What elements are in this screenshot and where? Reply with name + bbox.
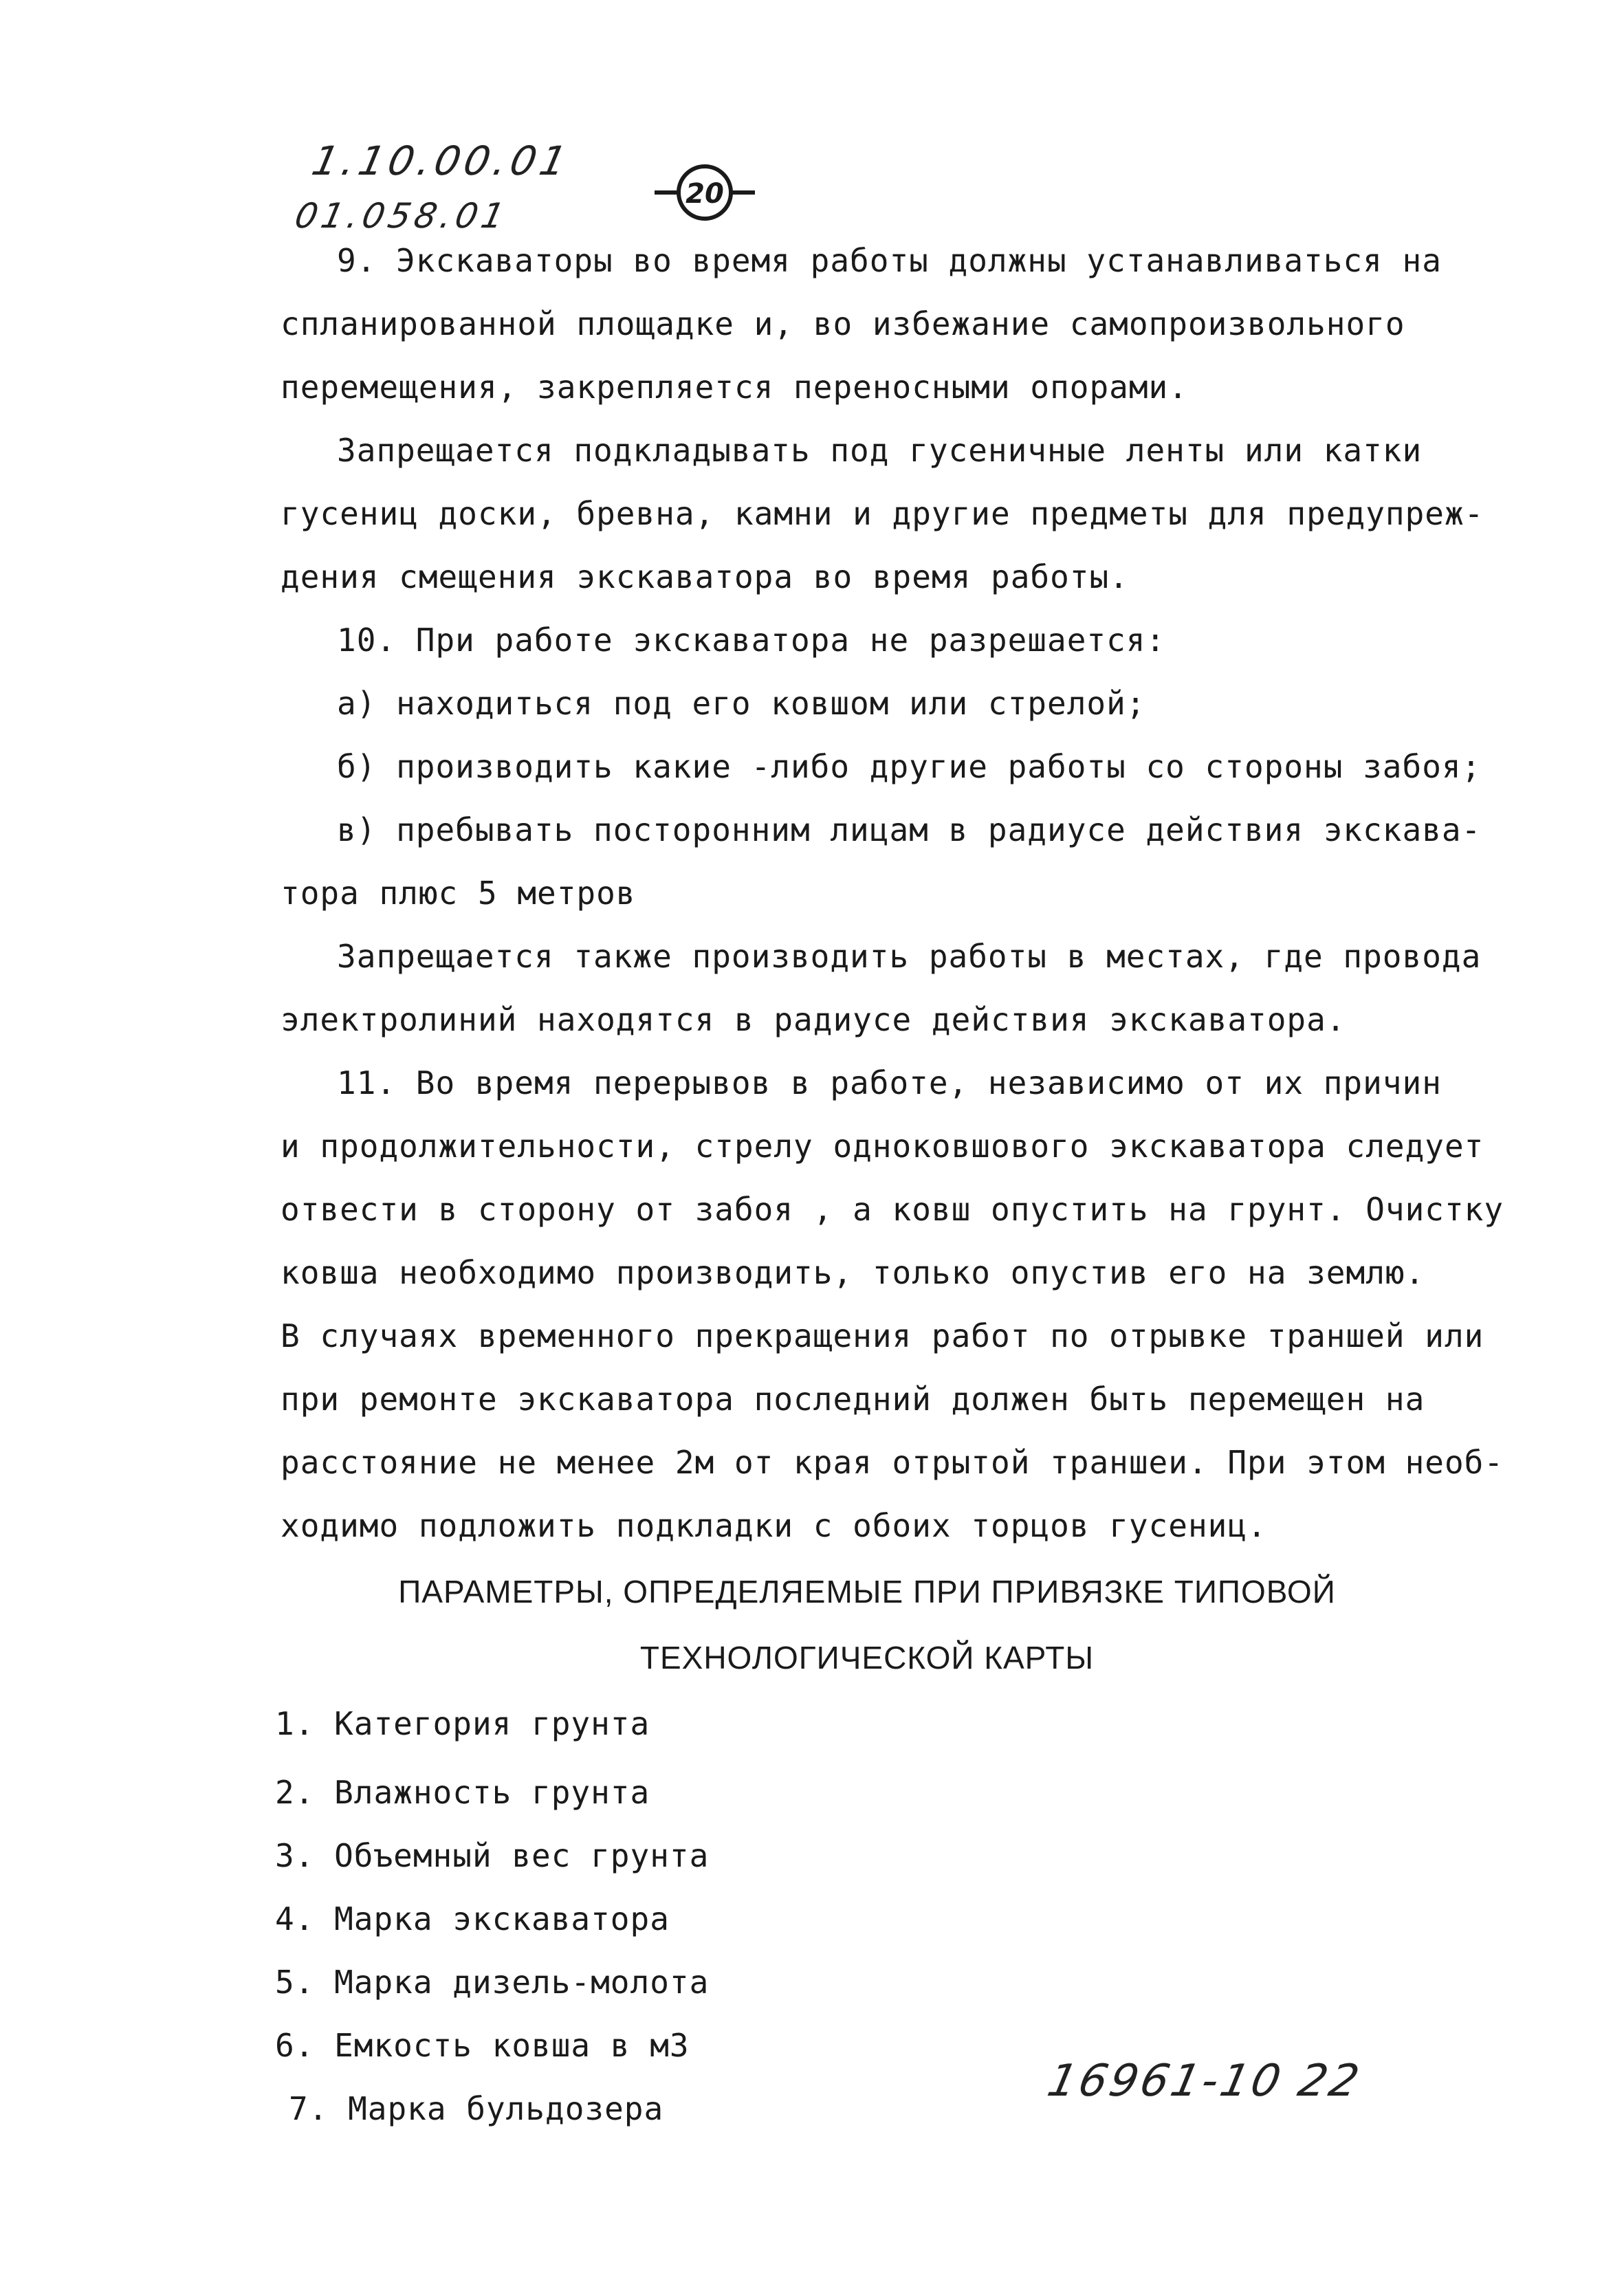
- text-line: тора плюс 5 метров: [281, 875, 636, 912]
- list-item: 5. Марка дизель-молота: [275, 1964, 710, 2001]
- text-line: 9. Экскаваторы во время работы должны устанавливаться на: [337, 242, 1442, 279]
- list-item: 2. Влажность грунта: [275, 1774, 650, 1811]
- text-line: Запрещается также производить работы в местах, где провода: [337, 938, 1482, 975]
- text-line: дения смещения экскаватора во время работы.: [281, 558, 1129, 595]
- list-item: 6. Емкость ковша в м3: [275, 2027, 690, 2064]
- handwritten-stamp-number: 16961-10 22: [1043, 2056, 1366, 2107]
- handwritten-document-code: 1.10.00.01: [307, 138, 575, 184]
- page-number-text: 20: [685, 178, 724, 210]
- text-line: ковша необходимо производить, только опустив его на землю.: [281, 1254, 1425, 1291]
- text-line: в) пребывать посторонним лицам в радиусе действия экскава-: [337, 811, 1482, 848]
- section-heading: ТЕХНОЛОГИЧЕСКОЙ КАРТЫ: [639, 1640, 1095, 1676]
- text-line: перемещения, закрепляется переносными опорами.: [281, 369, 1188, 406]
- text-line: ходимо подложить подкладки с обоих торцов гусениц.: [281, 1507, 1267, 1544]
- text-line: спланированной площадке и, во избежание самопроизвольного: [281, 305, 1405, 342]
- text-line: а) находиться под его ковшом или стрелой;: [337, 685, 1146, 722]
- list-item: 1. Категория грунта: [275, 1705, 650, 1742]
- text-line: при ремонте экскаватора последний должен быть перемещен на: [281, 1381, 1425, 1418]
- list-item: 4. Марка экскаватора: [275, 1900, 670, 1937]
- text-line: В случаях временного прекращения работ по отрывке траншей или: [281, 1317, 1484, 1354]
- text-line: электролиний находятся в радиусе действия экскаватора.: [281, 1001, 1346, 1038]
- list-item: 7. Марка бульдозера: [289, 2090, 664, 2127]
- text-line: б) производить какие -либо другие работы со стороны забоя;: [337, 748, 1482, 785]
- section-heading: ПАРАМЕТРЫ, ОПРЕДЕЛЯЕМЫЕ ПРИ ПРИВЯЗКЕ ТИПОВОЙ: [398, 1574, 1336, 1610]
- text-line: отвести в сторону от забоя , а ковш опустить на грунт. Очистку: [281, 1191, 1504, 1228]
- page-number-circle-icon: [653, 155, 756, 230]
- text-line: 10. При работе экскаватора не разрешается:: [337, 622, 1166, 659]
- text-line: гусениц доски, бревна, камни и другие предметы для предупреж-: [281, 495, 1484, 532]
- text-line: Запрещается подкладывать под гусеничные ленты или катки: [337, 432, 1423, 469]
- text-line: 11. Во время перерывов в работе, независимо от их причин: [337, 1064, 1442, 1101]
- text-line: и продолжительности, стрелу одноковшового экскаватора следует: [281, 1128, 1484, 1165]
- text-line: расстояние не менее 2м от края отрытой траншеи. При этом необ-: [281, 1444, 1504, 1481]
- page-number: [653, 155, 756, 230]
- list-item: 3. Объемный вес грунта: [275, 1837, 710, 1874]
- handwritten-sheet-code: 01.058.01: [291, 196, 512, 236]
